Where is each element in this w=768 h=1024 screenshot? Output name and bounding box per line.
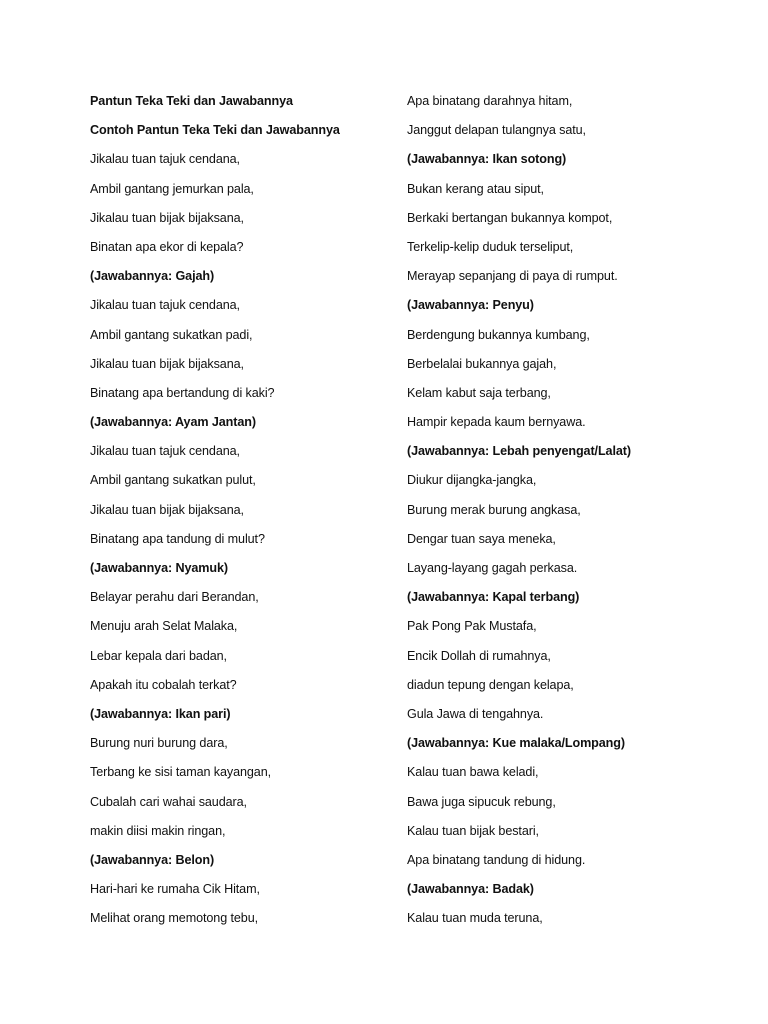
text-line: Jikalau tuan bijak bijaksana, (90, 502, 244, 517)
answer-line: (Jawabannya: Badak) (407, 882, 534, 897)
text-line: Kalau tuan bawa keladi, (407, 765, 539, 780)
text-line: Kalau tuan bijak bestari, (407, 823, 539, 838)
text-line: Jikalau tuan tajuk cendana, (90, 444, 240, 459)
text-line: Ambil gantang jemurkan pala, (90, 181, 254, 196)
text-line: Burung merak burung angkasa, (407, 502, 581, 517)
text-line: Belayar perahu dari Berandan, (90, 590, 259, 605)
text-line: Encik Dollah di rumahnya, (407, 648, 551, 663)
text-line: Hampir kepada kaum bernyawa. (407, 415, 586, 430)
text-line: Berkaki bertangan bukannya kompot, (407, 210, 613, 225)
text-line: Layang-layang gagah perkasa. (407, 561, 578, 575)
text-line: Berdengung bukannya kumbang, (407, 327, 590, 342)
text-line: Jikalau tuan bijak bijaksana, (90, 210, 244, 225)
text-line: Dengar tuan saya meneka, (407, 531, 556, 546)
text-line: Binatang apa tandung di mulut? (90, 531, 265, 546)
answer-line: (Jawabannya: Ikan pari) (90, 706, 231, 721)
text-line: Bawa juga sipucuk rebung, (407, 794, 556, 809)
answer-line: Pantun Teka Teki dan Jawabannya (90, 94, 293, 108)
text-line: Merayap sepanjang di paya di rumput. (407, 269, 618, 284)
right-text-column (407, 92, 747, 938)
text-line: Kelam kabut saja terbang, (407, 385, 551, 400)
text-line: Menuju arah Selat Malaka, (90, 619, 238, 634)
text-line: Apa binatang darahnya hitam, (407, 94, 573, 108)
text-line: Lebar kepala dari badan, (90, 648, 227, 663)
answer-line: (Jawabannya: Lebah penyengat/Lalat) (407, 444, 631, 459)
text-line: Ambil gantang sukatkan padi, (90, 327, 253, 342)
text-line: Ambil gantang sukatkan pulut, (90, 473, 256, 488)
text-line: makin diisi makin ringan, (90, 823, 226, 838)
answer-line: (Jawabannya: Kapal terbang) (407, 590, 580, 605)
answer-line: (Jawabannya: Nyamuk) (90, 561, 228, 575)
text-line: Melihat orang memotong tebu, (90, 911, 259, 926)
text-line: Hari-hari ke rumaha Cik Hitam, (90, 882, 260, 897)
text-line: Cubalah cari wahai saudara, (90, 794, 247, 809)
text-line: Terbang ke sisi taman kayangan, (90, 765, 272, 780)
text-line: Janggut delapan tulangnya satu, (407, 123, 586, 138)
text-line: Kalau tuan muda teruna, (407, 911, 543, 926)
answer-line: (Jawabannya: Belon) (90, 852, 215, 867)
text-line: Diukur dijangka-jangka, (407, 473, 537, 488)
text-line: Terkelip-kelip duduk terseliput, (407, 239, 574, 254)
text-line: Jikalau tuan tajuk cendana, (90, 298, 240, 313)
answer-line: (Jawabannya: Ikan sotong) (407, 152, 567, 167)
answer-line: Contoh Pantun Teka Teki dan Jawabannya (90, 123, 340, 138)
text-line: diadun tepung dengan kelapa, (407, 677, 574, 692)
text-line: Burung nuri burung dara, (90, 736, 228, 751)
text-line: Berbelalai bukannya gajah, (407, 356, 557, 371)
answer-line: (Jawabannya: Penyu) (407, 298, 534, 313)
text-line: Apa binatang tandung di hidung. (407, 852, 586, 867)
answer-line: (Jawabannya: Kue malaka/Lompang) (407, 736, 625, 751)
left-text-column (90, 92, 390, 938)
text-line: Apakah itu cobalah terkat? (90, 677, 237, 692)
text-line: Jikalau tuan bijak bijaksana, (90, 356, 244, 371)
text-line: Gula Jawa di tengahnya. (407, 706, 544, 721)
answer-line: (Jawabannya: Gajah) (90, 269, 215, 284)
text-line: Binatan apa ekor di kepala? (90, 239, 244, 254)
text-line: Binatang apa bertandung di kaki? (90, 385, 275, 400)
text-line: Jikalau tuan tajuk cendana, (90, 152, 240, 167)
text-line: Bukan kerang atau siput, (407, 181, 544, 196)
text-line: Pak Pong Pak Mustafa, (407, 619, 537, 634)
answer-line: (Jawabannya: Ayam Jantan) (90, 415, 256, 430)
